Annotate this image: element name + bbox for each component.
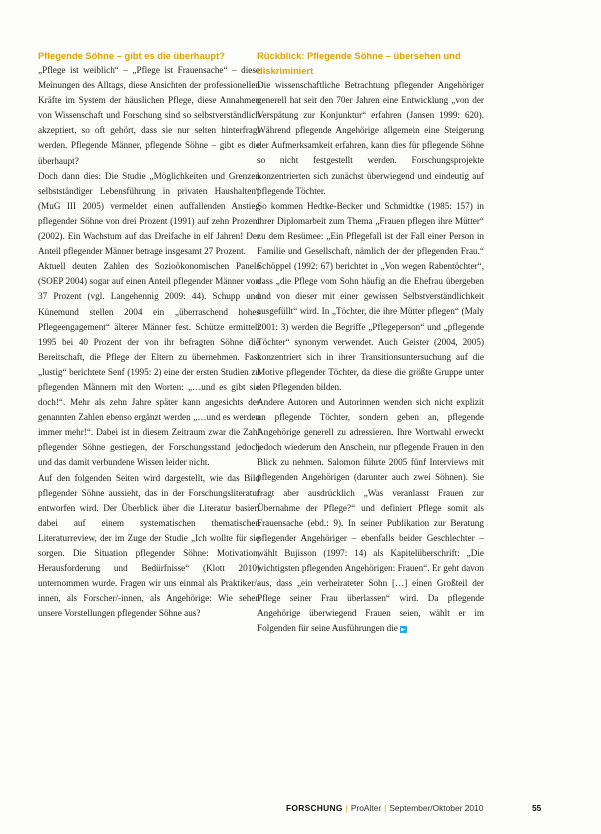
- right-column: [257, 48, 484, 636]
- section-heading: Pflegende Söhne – gibt es die überhaupt?: [38, 50, 226, 61]
- body-paragraph-last: [257, 395, 484, 637]
- page-footer: [286, 803, 546, 813]
- body-paragraph: Doch dann dies: Die Studie „Möglichkeiten und Grenzen selbstständiger Lebensführung in privaten Haushalten“ (MuG III 2005) vermeldet einen auffallenden Anstieg pflegender Söhne von drei Prozent (1991) auf zehn Prozent (2002). Ein Wachstum auf das Dreifache in elf Jahren! Der Anteil pflegender Männer betrage insgesamt 27 Prozent.: [38, 170, 260, 257]
- left-column: [38, 48, 260, 621]
- body-paragraph: Aktuell deuten Zahlen des Sozioökonomischen Panels (SOEP 2004) sogar auf einen Anteil pflegender Männer von 37 Prozent (vgl. Langehennig 2009: 44). Schupp und Künemund stellen 2004 ein „überraschend hohes Pflegeengagement“ älterer Männer fest. Schütze ermittelt 1995 bei 40 Prozent der von ihr befragten Söhne die Bereitschaft, die Pflege der Eltern zu übernehmen. Fast „lustig“ berichtete Senf (1995: 2) eine der ersten Studien zu pflegenden Männern mit den Worten: „…und es gibt sie doch!“. Mehr als zehn Jahre später kann angesichts der genannten Zahlen ebenso ergänzt werden „…und es werden immer mehr!“. Dabei ist in diesem Zeitraum zwar die Zahl pflegender Söhne gestiegen, der Forschungsstand jedoch und das damit verbundene Wissen leider nicht.: [38, 261, 260, 468]
- body-paragraph: „Pflege ist weiblich“ – „Pflege ist Frauensache“ – diese Meinungen des Alltags, diese Ansichten der professionellen Kräfte im System der häuslichen Pflege, diese Annahmen von Wissenschaft und Forschung sind so selbstverständlich akzeptiert, so oft gehört, dass sie nur selten hinterfragt werden. Pflegende Männer, pflegende Söhne – gibt es die überhaupt?: [38, 65, 260, 166]
- footer-separator: |: [384, 803, 387, 813]
- page-number: 55: [532, 803, 542, 813]
- section-heading: Rückblick: Pflegende Söhne – übersehen und diskriminiert: [257, 50, 461, 76]
- footer-section: FORSCHUNG: [286, 803, 343, 813]
- body-paragraph: Auf den folgenden Seiten wird dargestellt, wie das Bild pflegender Söhne aussieht, das in der Forschungsliteratur entworfen wird. Der Überblick über die Literatur basiert dabei auf einem systematischen thematischen Literaturreview, der im Zuge der Studie „Ich wollte für sie sorgen. Die Situation pflegender Söhne: Motivation, Herausforderung und Bedürfnisse“ (Klott 2010) unternommen wurde. Fragen wir uns einmal als Praktiker/-innen, als Forscher/-innen, als Angehörige: Wie sehen unsere Vorstellungen pflegender Söhne aus?: [38, 472, 260, 619]
- footer-issue: September/Oktober 2010: [389, 803, 484, 813]
- continue-arrow-icon: ►: [401, 625, 406, 633]
- footer-separator: |: [345, 803, 348, 813]
- body-paragraph-text: Andere Autoren und Autorinnen wenden sich nicht explizit an pflegende Töchter, sondern geben an, pflegende Angehörige generell zu adressieren. Ihre Wortwahl erweckt jedoch wiederum den Anschein, nur pflegende Frauen in den Blick zu nehmen. Salomon führte 2005 fünf Interviews mit pflegenden Angehörigen (darunter auch zwei Söhnen). Sie fragt aber ausdrücklich „Was veranlasst Frauen zur Übernahme der Pflege?“ und definiert Pflege somit als Frauensache (ebd.: 9). In seiner Publikation zur Beratung pflegender Angehöriger – ebenfalls beider Geschlechter – wählt Bujisson (1997: 14) als Kapitelüberschrift: „Die wichtigsten pflegenden Angehörigen: Frauen“. Er geht davon aus, dass „ein verheirateter Sohn […] einen Großteil der Pflege seiner Frau überlassen“ wird. Da pflegende Angehörige überwiegend Frauen seien, wählt er im Folgenden für seine Ausführungen die: [257, 396, 484, 634]
- footer-magazine: ProAlter: [350, 803, 382, 813]
- body-paragraph: Die wissenschaftliche Betrachtung pflegender Angehöriger generell hat seit den 70er Jahren eine Entwicklung „von der Verspätung zur Konjunktur“ erfahren (Jansen 1999: 620). Während pflegende Angehörige allgemein eine Steigerung der Aufmerksamkeit erfahren, kann dies für pflegende Söhne so nicht festgestellt werden. Forschungsprojekte konzentrierten sich zunächst überwiegend und eindeutig auf pflegende Töchter.: [257, 80, 484, 196]
- body-paragraph: So kommen Hedtke-Becker und Schmidtke (1985: 157) in ihrer Diplomarbeit zum Thema „Frauen pflegen ihre Mütter“ zu dem Resümee: „Ein Pflegefall ist der Fall einer Person in Familie und Gesellschaft, nämlich der der pflegenden Frau.“ Schöppel (1992: 67) berichtet in „Von wegen Rabentöchter“, dass „die Pflege vom Sohn häufig an die Ehefrau übergeben und von dieser mit einer gewissen Selbstverständlichkeit ausgefüllt“ wird. In „Töchter, die ihre Mütter pflegen“ (Maly 2001: 3) werden die Begriffe „Pflegeperson“ und „pflegende Töchter“ synonym verwendet. Auch Geister (2004, 2005) konzentriert sich in ihrer Transitionsuntersuchung auf die Motive pflegender Töchter, da diese die größte Gruppe unter den Pflegenden bilden.: [257, 200, 484, 392]
